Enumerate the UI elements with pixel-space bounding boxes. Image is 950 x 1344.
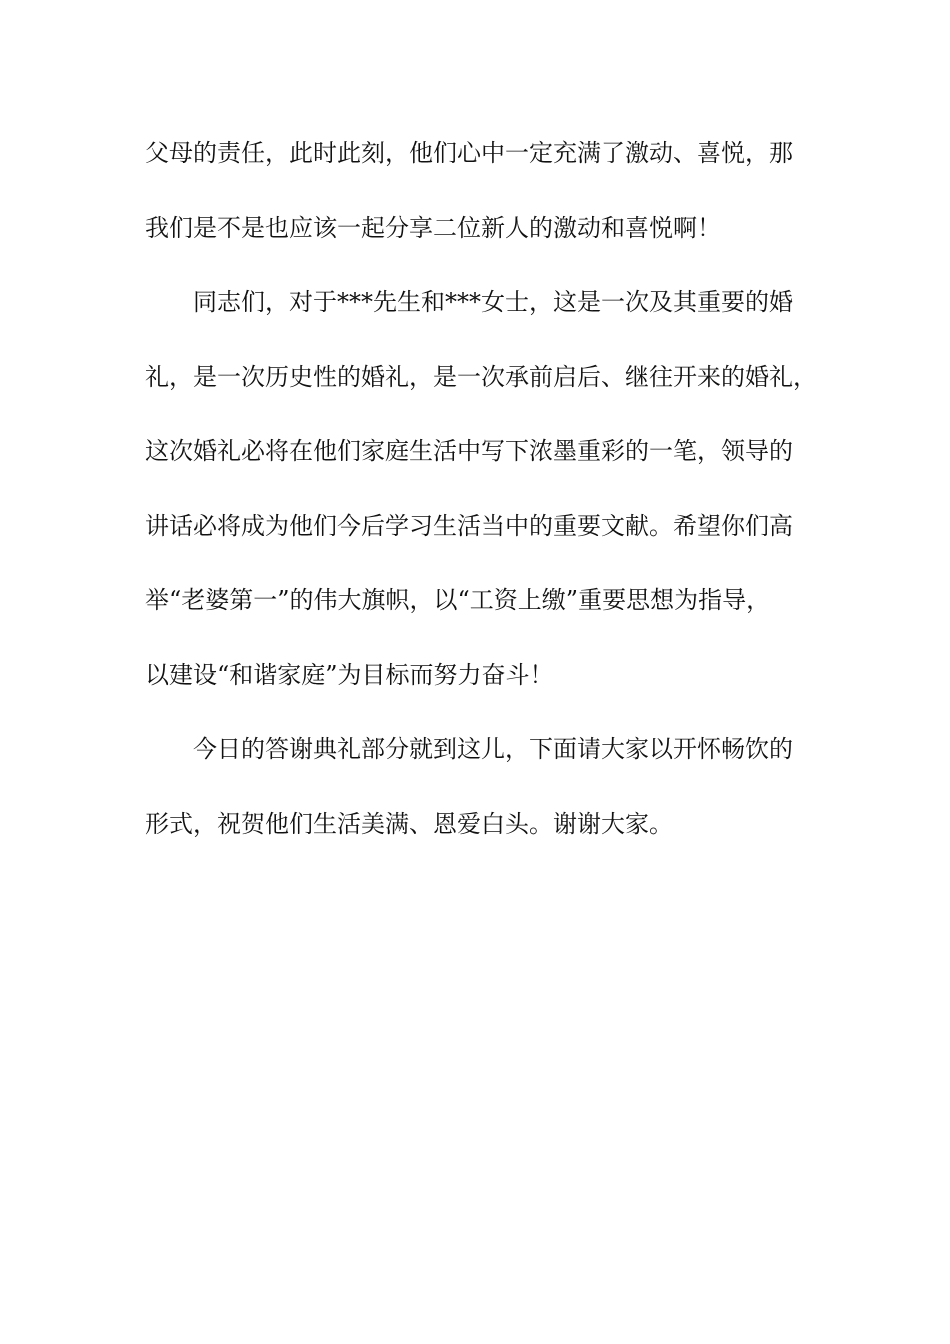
text-line: 父母的责任，此时此刻，他们心中一定充满了激动、喜悦，那: [145, 139, 793, 167]
text-line: 我们是不是也应该一起分享二位新人的激动和喜悦啊！: [145, 213, 721, 242]
text-line: 讲话必将成为他们今后学习生活当中的重要文献。希望你们高: [145, 511, 793, 540]
text-line: 举“老婆第一”的伟大旗帜，以“工资上缴”重要思想为指导，: [145, 586, 771, 614]
text-line: 以建设“和谐家庭”为目标而努力奋斗！: [145, 660, 554, 689]
paragraph-first-line: 今日的答谢典礼部分就到这儿，下面请大家以开怀畅饮的: [193, 735, 793, 763]
text-line: 这次婚礼必将在他们家庭生活中写下浓墨重彩的一笔，领导的: [145, 437, 793, 465]
text-line: 形式，祝贺他们生活美满、恩爱白头。谢谢大家。: [145, 809, 673, 838]
text-line: 礼，是一次历史性的婚礼，是一次承前启后、继往开来的婚礼，: [145, 362, 817, 391]
paragraph-first-line: 同志们，对于***先生和***女士，这是一次及其重要的婚: [193, 288, 793, 316]
document-body: [145, 128, 835, 873]
